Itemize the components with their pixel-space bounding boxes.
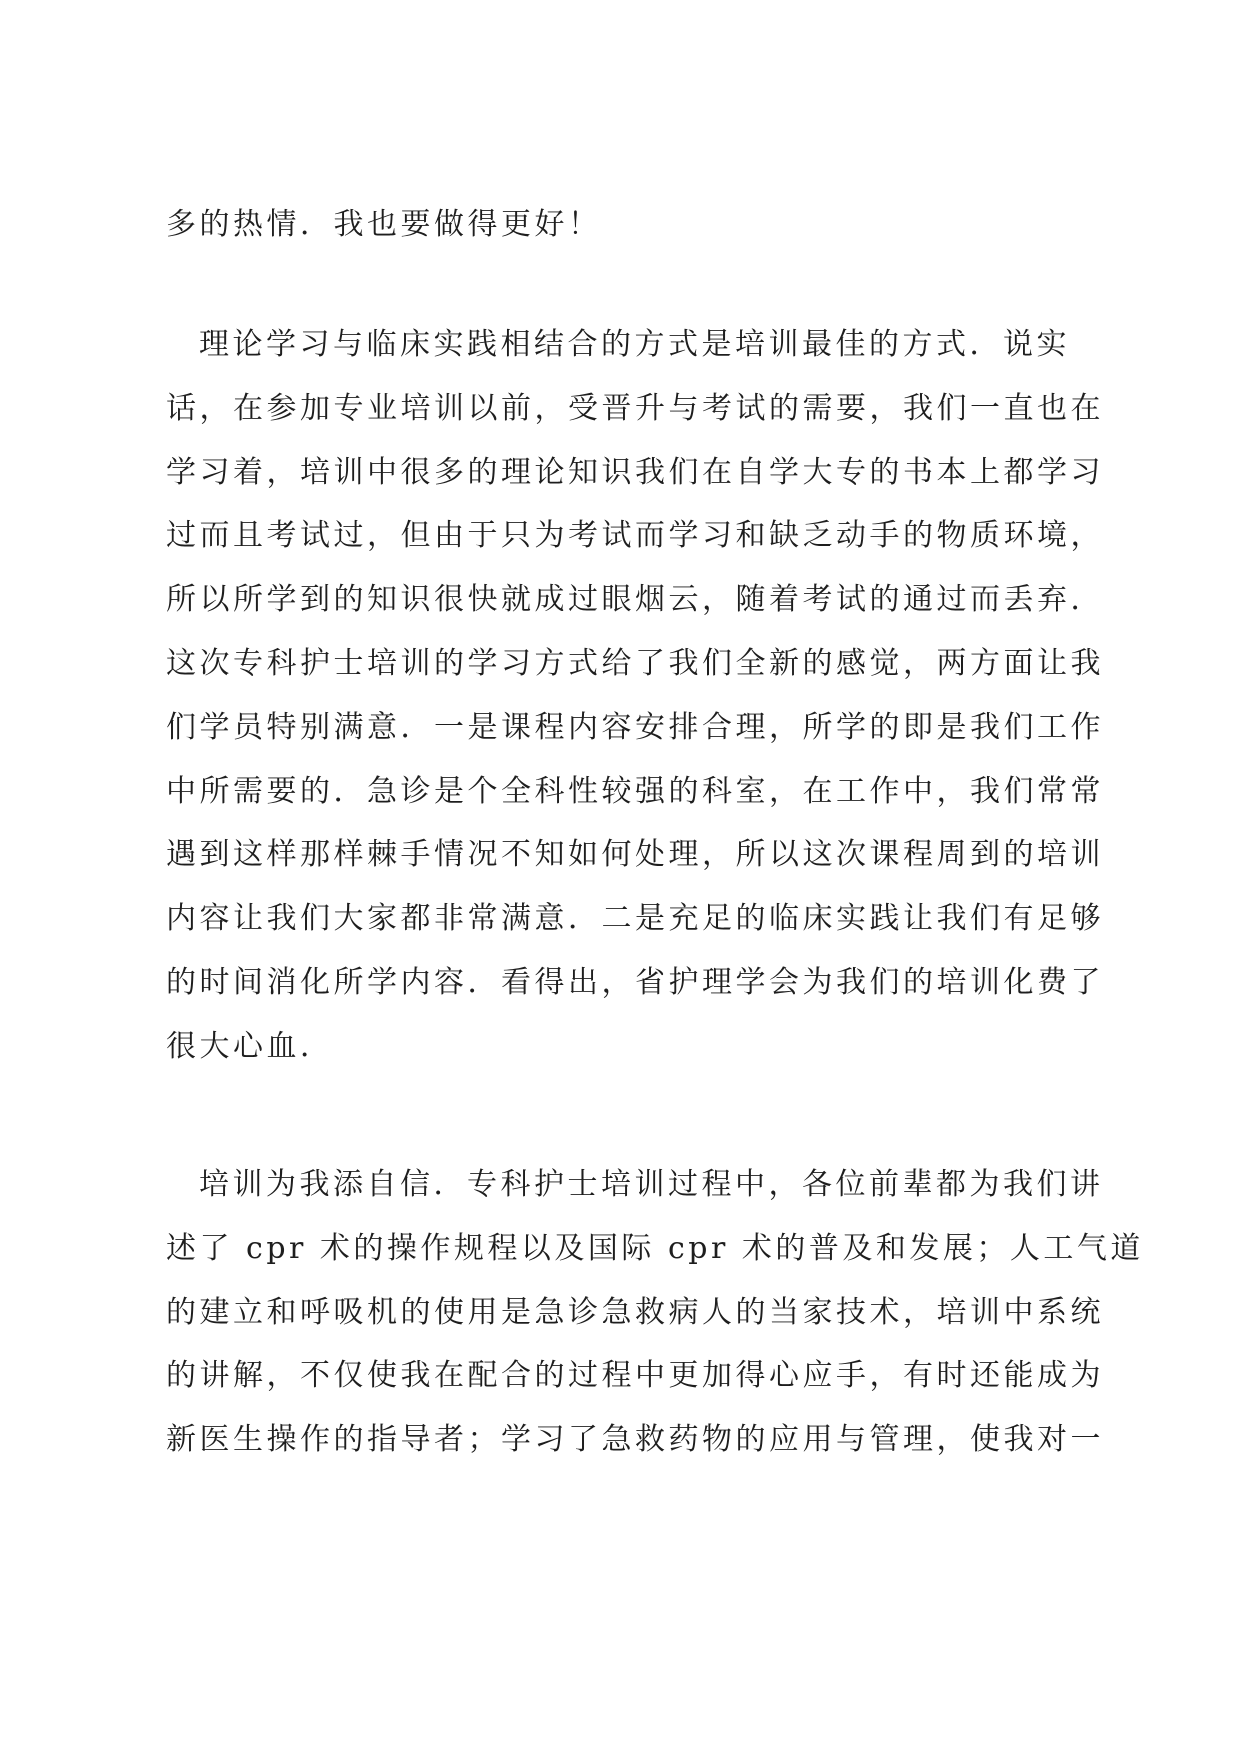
text-line: 过而且考试过，但由于只为考试而学习和缺乏动手的物质环境， bbox=[166, 518, 1104, 554]
paragraph-confidence bbox=[166, 1153, 1144, 1472]
text-line: 内容让我们大家都非常满意．二是充足的临床实践让我们有足够 bbox=[166, 901, 1104, 937]
continuation-text bbox=[166, 193, 1096, 257]
text-line: 的时间消化所学内容．看得出，省护理学会为我们的培训化费了 bbox=[166, 964, 1104, 1000]
paragraph-theory-practice bbox=[166, 313, 1104, 1079]
text-line: 多的热情．我也要做得更好！ bbox=[166, 207, 602, 242]
text-line: 的讲解，不仅使我在配合的过程中更加得心应手，有时还能成为 bbox=[166, 1358, 1104, 1394]
text-line: 学习着，培训中很多的理论知识我们在自学大专的书本上都学习 bbox=[166, 454, 1104, 490]
text-line: 所以所学到的知识很快就成过眼烟云，随着考试的通过而丢弃． bbox=[166, 582, 1104, 618]
text-line: 培训为我添自信．专科护士培训过程中，各位前辈都为我们讲 bbox=[199, 1167, 1104, 1202]
text-line: 的建立和呼吸机的使用是急诊急救病人的当家技术，培训中系统 bbox=[166, 1294, 1104, 1330]
text-line: 述了 cpr 术的操作规程以及国际 cpr 术的普及和发展；人工气道 bbox=[166, 1230, 1144, 1266]
text-line: 们学员特别满意．一是课程内容安排合理，所学的即是我们工作 bbox=[166, 709, 1104, 745]
text-line: 中所需要的．急诊是个全科性较强的科室，在工作中，我们常常 bbox=[166, 773, 1104, 809]
text-line: 新医生操作的指导者；学习了急救药物的应用与管理，使我对一 bbox=[166, 1422, 1104, 1458]
text-line: 遇到这样那样棘手情况不知如何处理，所以这次课程周到的培训 bbox=[166, 837, 1104, 873]
text-line: 话，在参加专业培训以前，受晋升与考试的需要，我们一直也在 bbox=[166, 390, 1104, 426]
text-line: 理论学习与临床实践相结合的方式是培训最佳的方式．说实 bbox=[199, 327, 1070, 362]
text-line: 这次专科护士培训的学习方式给了我们全新的感觉，两方面让我 bbox=[166, 645, 1104, 681]
text-line: 很大心血． bbox=[166, 1028, 334, 1064]
